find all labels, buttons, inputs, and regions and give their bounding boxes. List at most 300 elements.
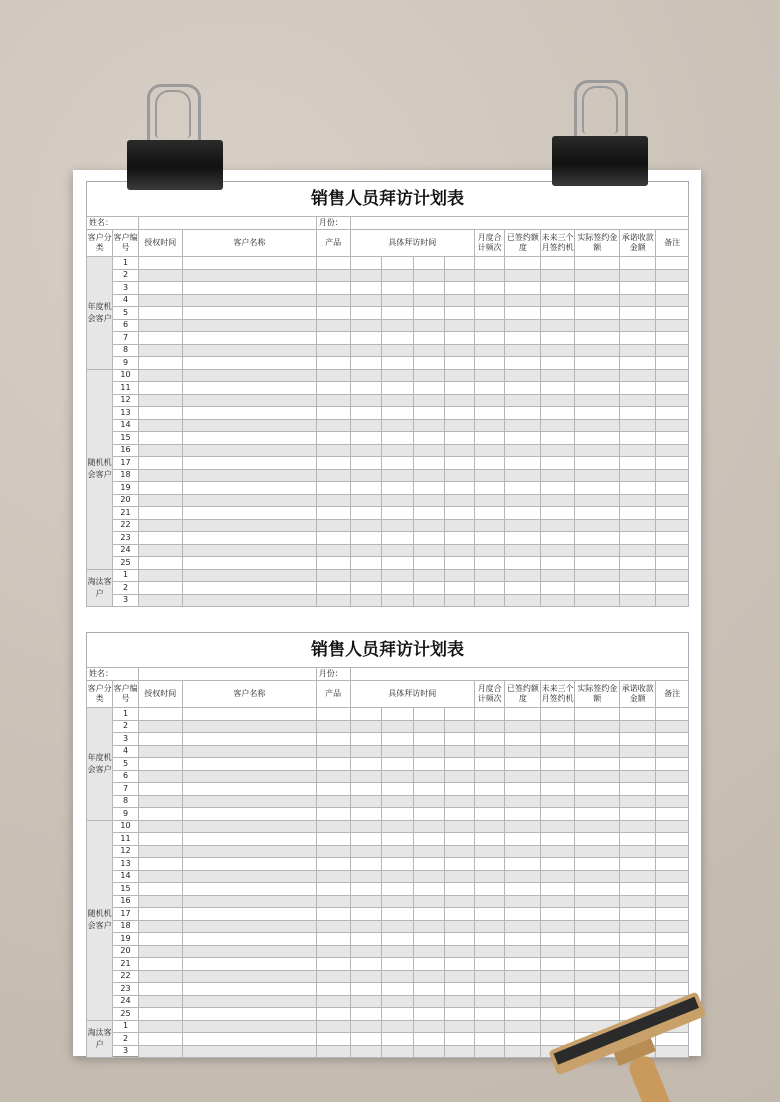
table-cell[interactable] [656, 858, 689, 871]
table-cell[interactable] [316, 344, 350, 357]
table-cell[interactable] [138, 519, 182, 532]
table-cell[interactable] [474, 357, 505, 370]
table-cell[interactable] [350, 833, 382, 846]
table-cell[interactable] [316, 945, 350, 958]
table-cell[interactable] [350, 557, 382, 570]
table-cell[interactable] [541, 858, 575, 871]
table-cell[interactable] [505, 983, 541, 996]
table-cell[interactable] [138, 582, 182, 595]
table-cell[interactable] [541, 933, 575, 946]
table-cell[interactable] [182, 708, 316, 721]
table-cell[interactable] [316, 745, 350, 758]
table-cell[interactable] [182, 557, 316, 570]
table-cell[interactable] [316, 307, 350, 320]
table-cell[interactable] [350, 870, 382, 883]
table-cell[interactable] [541, 708, 575, 721]
table-cell[interactable] [474, 833, 505, 846]
table-cell[interactable] [138, 733, 182, 746]
table-cell[interactable] [505, 1033, 541, 1046]
table-cell[interactable] [182, 958, 316, 971]
table-cell[interactable] [382, 908, 414, 921]
table-cell[interactable] [350, 407, 382, 420]
table-cell[interactable] [138, 958, 182, 971]
table-cell[interactable] [138, 594, 182, 607]
table-cell[interactable] [182, 1008, 316, 1021]
table-cell[interactable] [413, 720, 445, 733]
table-cell[interactable] [413, 933, 445, 946]
table-cell[interactable] [505, 770, 541, 783]
table-cell[interactable] [474, 394, 505, 407]
table-cell[interactable] [474, 908, 505, 921]
table-cell[interactable] [541, 482, 575, 495]
table-cell[interactable] [382, 733, 414, 746]
table-cell[interactable] [620, 269, 656, 282]
table-cell[interactable] [474, 582, 505, 595]
table-cell[interactable] [620, 357, 656, 370]
table-cell[interactable] [316, 569, 350, 582]
table-cell[interactable] [316, 457, 350, 470]
table-cell[interactable] [474, 494, 505, 507]
table-cell[interactable] [445, 795, 475, 808]
table-cell[interactable] [505, 845, 541, 858]
table-cell[interactable] [541, 920, 575, 933]
table-cell[interactable] [138, 482, 182, 495]
table-cell[interactable] [445, 708, 475, 721]
table-cell[interactable] [382, 444, 414, 457]
table-cell[interactable] [316, 319, 350, 332]
table-cell[interactable] [474, 269, 505, 282]
table-cell[interactable] [382, 770, 414, 783]
table-cell[interactable] [474, 482, 505, 495]
table-cell[interactable] [445, 257, 475, 270]
table-cell[interactable] [382, 344, 414, 357]
table-cell[interactable] [505, 569, 541, 582]
table-cell[interactable] [541, 808, 575, 821]
table-cell[interactable] [413, 708, 445, 721]
table-cell[interactable] [138, 557, 182, 570]
table-cell[interactable] [445, 1033, 475, 1046]
table-cell[interactable] [382, 307, 414, 320]
table-cell[interactable] [445, 908, 475, 921]
table-cell[interactable] [656, 269, 689, 282]
table-cell[interactable] [382, 257, 414, 270]
table-cell[interactable] [541, 319, 575, 332]
table-cell[interactable] [656, 758, 689, 771]
table-cell[interactable] [182, 344, 316, 357]
table-cell[interactable] [413, 482, 445, 495]
table-cell[interactable] [316, 1008, 350, 1021]
table-cell[interactable] [505, 344, 541, 357]
table-cell[interactable] [656, 282, 689, 295]
table-cell[interactable] [505, 557, 541, 570]
table-cell[interactable] [445, 582, 475, 595]
table-cell[interactable] [575, 482, 620, 495]
table-cell[interactable] [445, 783, 475, 796]
table-cell[interactable] [620, 870, 656, 883]
table-cell[interactable] [316, 382, 350, 395]
table-cell[interactable] [620, 883, 656, 896]
table-cell[interactable] [182, 1020, 316, 1033]
table-cell[interactable] [505, 444, 541, 457]
table-cell[interactable] [656, 833, 689, 846]
table-cell[interactable] [656, 708, 689, 721]
table-cell[interactable] [474, 970, 505, 983]
table-cell[interactable] [656, 569, 689, 582]
table-cell[interactable] [474, 808, 505, 821]
table-cell[interactable] [474, 795, 505, 808]
table-cell[interactable] [445, 1020, 475, 1033]
table-cell[interactable] [505, 594, 541, 607]
table-cell[interactable] [505, 482, 541, 495]
table-cell[interactable] [445, 544, 475, 557]
table-cell[interactable] [505, 758, 541, 771]
table-cell[interactable] [656, 357, 689, 370]
table-cell[interactable] [541, 870, 575, 883]
table-cell[interactable] [575, 457, 620, 470]
table-cell[interactable] [575, 432, 620, 445]
table-cell[interactable] [474, 920, 505, 933]
table-cell[interactable] [505, 783, 541, 796]
table-cell[interactable] [541, 945, 575, 958]
table-cell[interactable] [350, 1020, 382, 1033]
table-cell[interactable] [182, 858, 316, 871]
table-cell[interactable] [382, 845, 414, 858]
table-cell[interactable] [474, 294, 505, 307]
table-cell[interactable] [413, 544, 445, 557]
table-cell[interactable] [541, 519, 575, 532]
table-cell[interactable] [474, 432, 505, 445]
table-cell[interactable] [575, 394, 620, 407]
table-cell[interactable] [413, 945, 445, 958]
table-cell[interactable] [575, 820, 620, 833]
table-cell[interactable] [316, 795, 350, 808]
table-cell[interactable] [138, 457, 182, 470]
table-cell[interactable] [413, 1020, 445, 1033]
table-cell[interactable] [382, 407, 414, 420]
table-cell[interactable] [182, 519, 316, 532]
table-cell[interactable] [138, 357, 182, 370]
table-cell[interactable] [541, 432, 575, 445]
table-cell[interactable] [656, 257, 689, 270]
table-cell[interactable] [382, 1033, 414, 1046]
table-cell[interactable] [474, 783, 505, 796]
table-cell[interactable] [382, 920, 414, 933]
table-cell[interactable] [182, 307, 316, 320]
table-cell[interactable] [350, 507, 382, 520]
table-cell[interactable] [182, 1033, 316, 1046]
table-cell[interactable] [575, 332, 620, 345]
table-cell[interactable] [350, 1045, 382, 1058]
table-cell[interactable] [474, 883, 505, 896]
table-cell[interactable] [182, 745, 316, 758]
table-cell[interactable] [474, 507, 505, 520]
table-cell[interactable] [316, 870, 350, 883]
table-cell[interactable] [182, 733, 316, 746]
table-cell[interactable] [413, 858, 445, 871]
table-cell[interactable] [445, 307, 475, 320]
table-cell[interactable] [413, 332, 445, 345]
table-cell[interactable] [445, 332, 475, 345]
table-cell[interactable] [382, 883, 414, 896]
table-cell[interactable] [575, 594, 620, 607]
table-cell[interactable] [620, 332, 656, 345]
table-cell[interactable] [413, 820, 445, 833]
table-cell[interactable] [505, 708, 541, 721]
table-cell[interactable] [541, 544, 575, 557]
month-field[interactable] [350, 217, 688, 230]
table-cell[interactable] [350, 432, 382, 445]
table-cell[interactable] [620, 858, 656, 871]
table-cell[interactable] [413, 594, 445, 607]
table-cell[interactable] [575, 745, 620, 758]
table-cell[interactable] [316, 257, 350, 270]
table-cell[interactable] [350, 970, 382, 983]
table-cell[interactable] [182, 845, 316, 858]
table-cell[interactable] [350, 469, 382, 482]
table-cell[interactable] [413, 920, 445, 933]
table-cell[interactable] [505, 269, 541, 282]
table-cell[interactable] [541, 457, 575, 470]
table-cell[interactable] [316, 920, 350, 933]
table-cell[interactable] [620, 708, 656, 721]
table-cell[interactable] [620, 369, 656, 382]
table-cell[interactable] [474, 820, 505, 833]
table-cell[interactable] [138, 394, 182, 407]
table-cell[interactable] [575, 544, 620, 557]
table-cell[interactable] [350, 1008, 382, 1021]
table-cell[interactable] [505, 432, 541, 445]
table-cell[interactable] [138, 845, 182, 858]
table-cell[interactable] [541, 582, 575, 595]
table-cell[interactable] [505, 733, 541, 746]
table-cell[interactable] [382, 720, 414, 733]
table-cell[interactable] [474, 319, 505, 332]
table-cell[interactable] [656, 870, 689, 883]
table-cell[interactable] [138, 783, 182, 796]
table-cell[interactable] [413, 369, 445, 382]
table-cell[interactable] [138, 257, 182, 270]
table-cell[interactable] [656, 469, 689, 482]
table-cell[interactable] [575, 833, 620, 846]
table-cell[interactable] [541, 307, 575, 320]
table-cell[interactable] [350, 307, 382, 320]
table-cell[interactable] [575, 808, 620, 821]
table-cell[interactable] [474, 544, 505, 557]
table-cell[interactable] [316, 933, 350, 946]
table-cell[interactable] [656, 319, 689, 332]
table-cell[interactable] [382, 808, 414, 821]
table-cell[interactable] [656, 457, 689, 470]
table-cell[interactable] [575, 444, 620, 457]
table-cell[interactable] [505, 457, 541, 470]
table-cell[interactable] [620, 745, 656, 758]
table-cell[interactable] [350, 808, 382, 821]
table-cell[interactable] [541, 332, 575, 345]
table-cell[interactable] [620, 758, 656, 771]
table-cell[interactable] [413, 808, 445, 821]
table-cell[interactable] [445, 745, 475, 758]
table-cell[interactable] [382, 795, 414, 808]
table-cell[interactable] [445, 770, 475, 783]
table-cell[interactable] [505, 294, 541, 307]
table-cell[interactable] [505, 808, 541, 821]
table-cell[interactable] [541, 507, 575, 520]
table-cell[interactable] [620, 733, 656, 746]
table-cell[interactable] [350, 344, 382, 357]
table-cell[interactable] [474, 933, 505, 946]
table-cell[interactable] [382, 557, 414, 570]
table-cell[interactable] [620, 344, 656, 357]
table-cell[interactable] [382, 1008, 414, 1021]
table-cell[interactable] [182, 257, 316, 270]
table-cell[interactable] [138, 269, 182, 282]
table-cell[interactable] [445, 594, 475, 607]
table-cell[interactable] [474, 845, 505, 858]
table-cell[interactable] [182, 895, 316, 908]
table-cell[interactable] [541, 745, 575, 758]
table-cell[interactable] [620, 770, 656, 783]
table-cell[interactable] [445, 344, 475, 357]
table-cell[interactable] [350, 758, 382, 771]
table-cell[interactable] [316, 758, 350, 771]
table-cell[interactable] [620, 469, 656, 482]
table-cell[interactable] [474, 945, 505, 958]
table-cell[interactable] [382, 758, 414, 771]
table-cell[interactable] [541, 594, 575, 607]
table-cell[interactable] [413, 457, 445, 470]
table-cell[interactable] [138, 407, 182, 420]
table-cell[interactable] [350, 720, 382, 733]
table-cell[interactable] [138, 808, 182, 821]
table-cell[interactable] [382, 269, 414, 282]
table-cell[interactable] [316, 1033, 350, 1046]
table-cell[interactable] [382, 507, 414, 520]
table-cell[interactable] [138, 307, 182, 320]
table-cell[interactable] [138, 319, 182, 332]
table-cell[interactable] [474, 557, 505, 570]
table-cell[interactable] [541, 257, 575, 270]
table-cell[interactable] [505, 908, 541, 921]
table-cell[interactable] [445, 357, 475, 370]
table-cell[interactable] [620, 382, 656, 395]
table-cell[interactable] [316, 995, 350, 1008]
table-cell[interactable] [656, 958, 689, 971]
table-cell[interactable] [445, 319, 475, 332]
table-cell[interactable] [138, 770, 182, 783]
table-cell[interactable] [505, 870, 541, 883]
table-cell[interactable] [350, 369, 382, 382]
table-cell[interactable] [138, 369, 182, 382]
table-cell[interactable] [316, 482, 350, 495]
table-cell[interactable] [138, 569, 182, 582]
table-cell[interactable] [413, 870, 445, 883]
table-cell[interactable] [505, 407, 541, 420]
table-cell[interactable] [656, 557, 689, 570]
table-cell[interactable] [182, 883, 316, 896]
table-cell[interactable] [316, 432, 350, 445]
table-cell[interactable] [620, 432, 656, 445]
table-cell[interactable] [474, 407, 505, 420]
table-cell[interactable] [474, 770, 505, 783]
table-cell[interactable] [620, 394, 656, 407]
table-cell[interactable] [505, 1008, 541, 1021]
table-cell[interactable] [182, 457, 316, 470]
table-cell[interactable] [182, 369, 316, 382]
table-cell[interactable] [445, 282, 475, 295]
table-cell[interactable] [350, 933, 382, 946]
table-cell[interactable] [474, 382, 505, 395]
table-cell[interactable] [445, 269, 475, 282]
table-cell[interactable] [382, 983, 414, 996]
table-cell[interactable] [656, 494, 689, 507]
table-cell[interactable] [316, 594, 350, 607]
table-cell[interactable] [382, 995, 414, 1008]
table-cell[interactable] [138, 544, 182, 557]
table-cell[interactable] [350, 883, 382, 896]
table-cell[interactable] [575, 557, 620, 570]
table-cell[interactable] [505, 332, 541, 345]
table-cell[interactable] [656, 783, 689, 796]
table-cell[interactable] [445, 457, 475, 470]
table-cell[interactable] [382, 582, 414, 595]
table-cell[interactable] [620, 519, 656, 532]
table-cell[interactable] [505, 958, 541, 971]
table-cell[interactable] [505, 1020, 541, 1033]
table-cell[interactable] [620, 482, 656, 495]
table-cell[interactable] [620, 594, 656, 607]
table-cell[interactable] [575, 582, 620, 595]
table-cell[interactable] [138, 795, 182, 808]
table-cell[interactable] [575, 920, 620, 933]
table-cell[interactable] [182, 833, 316, 846]
table-cell[interactable] [382, 382, 414, 395]
table-cell[interactable] [350, 569, 382, 582]
table-cell[interactable] [182, 532, 316, 545]
table-cell[interactable] [316, 332, 350, 345]
table-cell[interactable] [656, 945, 689, 958]
table-cell[interactable] [382, 594, 414, 607]
table-cell[interactable] [413, 1045, 445, 1058]
table-cell[interactable] [138, 745, 182, 758]
table-cell[interactable] [382, 369, 414, 382]
table-cell[interactable] [182, 920, 316, 933]
table-cell[interactable] [138, 820, 182, 833]
table-cell[interactable] [350, 733, 382, 746]
table-cell[interactable] [382, 332, 414, 345]
table-cell[interactable] [413, 795, 445, 808]
table-cell[interactable] [413, 382, 445, 395]
table-cell[interactable] [413, 519, 445, 532]
table-cell[interactable] [413, 432, 445, 445]
table-cell[interactable] [350, 795, 382, 808]
table-cell[interactable] [474, 745, 505, 758]
table-cell[interactable] [656, 394, 689, 407]
table-cell[interactable] [316, 720, 350, 733]
table-cell[interactable] [182, 482, 316, 495]
table-cell[interactable] [474, 344, 505, 357]
table-cell[interactable] [350, 357, 382, 370]
table-cell[interactable] [575, 369, 620, 382]
table-cell[interactable] [656, 544, 689, 557]
table-cell[interactable] [182, 983, 316, 996]
table-cell[interactable] [505, 494, 541, 507]
table-cell[interactable] [138, 432, 182, 445]
table-cell[interactable] [575, 532, 620, 545]
table-cell[interactable] [620, 507, 656, 520]
table-cell[interactable] [382, 708, 414, 721]
table-cell[interactable] [350, 282, 382, 295]
table-cell[interactable] [474, 858, 505, 871]
